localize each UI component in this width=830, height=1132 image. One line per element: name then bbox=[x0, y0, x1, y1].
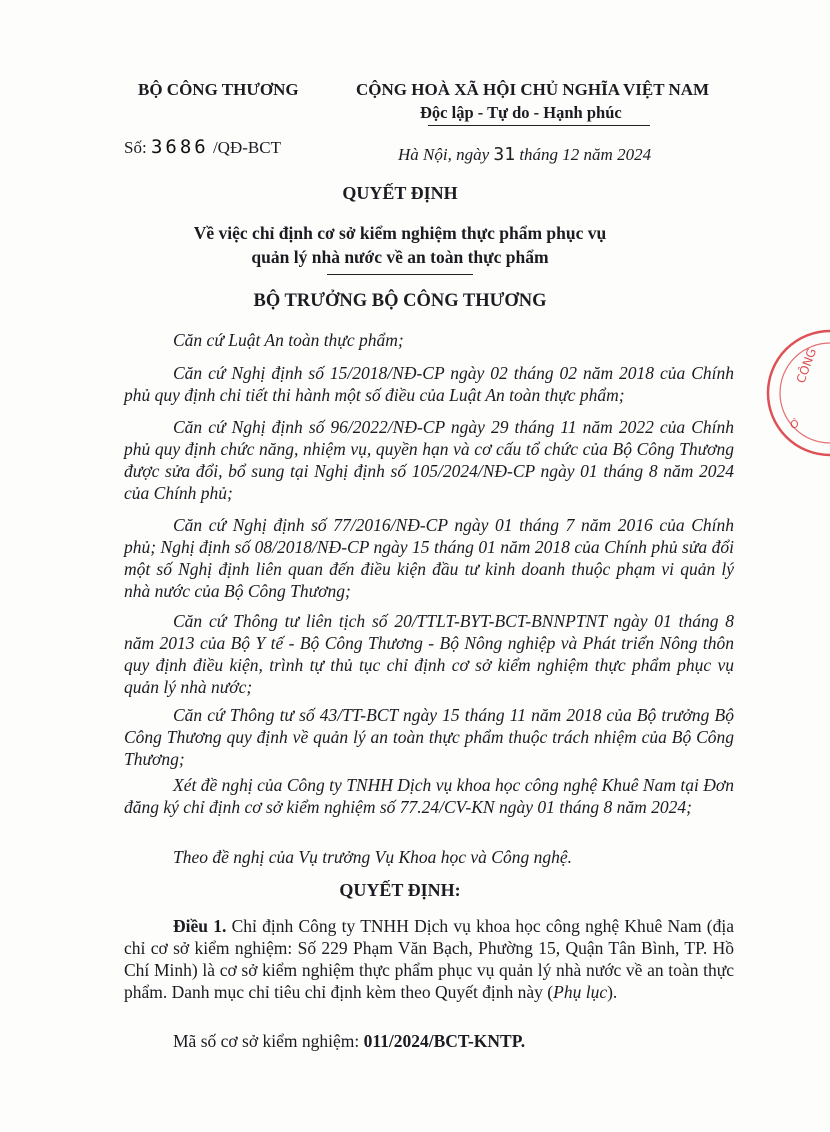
subject-underline bbox=[327, 274, 473, 275]
motto-underline bbox=[428, 125, 650, 126]
issue-date bbox=[398, 144, 651, 165]
subject-line-2: quản lý nhà nước về an toàn thực phẩm bbox=[251, 247, 549, 267]
article-1-appendix: Phụ lục bbox=[553, 982, 608, 1002]
ministry-name: BỘ CÔNG THƯƠNG bbox=[138, 80, 299, 99]
document-title: QUYẾT ĐỊNH bbox=[342, 183, 458, 203]
subject-line-1: Về việc chỉ định cơ sở kiểm nghiệm thực phẩm phục vụ bbox=[193, 223, 607, 243]
article-1-text-b: ). bbox=[607, 982, 618, 1002]
facility-code-value: 011/2024/BCT-KNTP. bbox=[363, 1031, 526, 1051]
preamble-7: Xét đề nghị của Công ty TNHH Dịch vụ khoa học công nghệ Khuê Nam tại Đơn đăng ký chỉ định cơ sở kiểm nghiệm số 77.24/CV-KN ngày 01 tháng 8 năm 2024; bbox=[124, 775, 734, 817]
doc-no-handwritten: 3686 bbox=[150, 136, 209, 158]
preamble-2: Căn cứ Nghị định số 15/2018/NĐ-CP ngày 02 tháng 02 năm 2018 của Chính phủ quy định chi tiết thi hành một số điều của Luật An toàn thực phẩm; bbox=[124, 363, 734, 405]
svg-text:CÔNG: CÔNG bbox=[793, 346, 820, 386]
national-motto: Độc lập - Tự do - Hạnh phúc bbox=[420, 103, 622, 122]
article-1 bbox=[124, 915, 734, 1003]
national-title: CỘNG HOÀ XÃ HỘI CHỦ NGHĨA VIỆT NAM bbox=[356, 80, 710, 99]
facility-code bbox=[173, 1031, 525, 1052]
issuer-title: BỘ TRƯỞNG BỘ CÔNG THƯƠNG bbox=[253, 291, 547, 311]
doc-no-prefix: Số: bbox=[124, 138, 147, 157]
date-day-handwritten: 31 bbox=[493, 144, 516, 165]
preamble-6: Căn cứ Thông tư số 43/TT-BCT ngày 15 tháng 11 năm 2018 của Bộ trưởng Bộ Công Thương quy định về quản lý an toàn thực phẩm thuộc trách nhiệm của Bộ Công Thương; bbox=[124, 705, 734, 769]
date-prefix: Hà Nội, ngày bbox=[398, 145, 490, 164]
date-suffix: tháng 12 năm 2024 bbox=[519, 145, 652, 164]
article-1-label: Điều 1. bbox=[173, 916, 227, 936]
decision-heading: QUYẾT ĐỊNH: bbox=[339, 880, 461, 900]
preamble-5: Căn cứ Thông tư liên tịch số 20/TTLT-BYT-BCT-BNNPTNT ngày 01 tháng 8 năm 2013 của Bộ Y tế - Bộ Công Thương - Bộ Nông nghiệp và Phát triển Nông thôn quy định điều kiện, trình tự thủ tục chỉ định cơ sở kiểm nghiệm thực phẩm phục vụ quản lý nhà nước; bbox=[124, 611, 734, 697]
preamble-3: Căn cứ Nghị định số 96/2022/NĐ-CP ngày 29 tháng 11 năm 2022 của Chính phủ quy định chức năng, nhiệm vụ, quyền hạn và cơ cấu tổ chức của Bộ Công Thương được sửa đổi, bổ sung tại Nghị định số 105/2024/NĐ-CP ngày 01 tháng 8 năm 2024 của Chính phủ; bbox=[124, 417, 734, 503]
red-seal-stamp bbox=[760, 318, 830, 468]
document-number bbox=[124, 136, 281, 158]
doc-no-suffix: /QĐ-BCT bbox=[212, 138, 281, 157]
article-1-text-a: Chỉ định Công ty TNHH Dịch vụ khoa học công nghệ Khuê Nam (địa chỉ cơ sở kiểm nghiệm: Số 229 Phạm Văn Bạch, Phường 15, Quận Tân Bình, TP. Hồ Chí Minh) là cơ sở kiểm nghiệm thực phẩm phục vụ quản lý nhà nước về an toàn thực phẩm. Danh mục chỉ tiêu chỉ định kèm theo Quyết định này ( bbox=[124, 916, 735, 1002]
preamble-8: Theo đề nghị của Vụ trưởng Vụ Khoa học và Công nghệ. bbox=[173, 847, 572, 867]
facility-code-label: Mã số cơ sở kiểm nghiệm: bbox=[173, 1031, 360, 1051]
preamble-1: Căn cứ Luật An toàn thực phẩm; bbox=[173, 330, 404, 350]
document-subject bbox=[0, 221, 800, 269]
preamble-4: Căn cứ Nghị định số 77/2016/NĐ-CP ngày 01 tháng 7 năm 2016 của Chính phủ; Nghị định số 08/2018/NĐ-CP ngày 15 tháng 01 năm 2018 của Chính phủ sửa đổi một số Nghị định liên quan đến điều kiện đầu tư kinh doanh thuộc phạm vi quản lý nhà nước của Bộ Công Thương; bbox=[124, 515, 734, 601]
svg-text:Ô: Ô bbox=[790, 418, 799, 431]
